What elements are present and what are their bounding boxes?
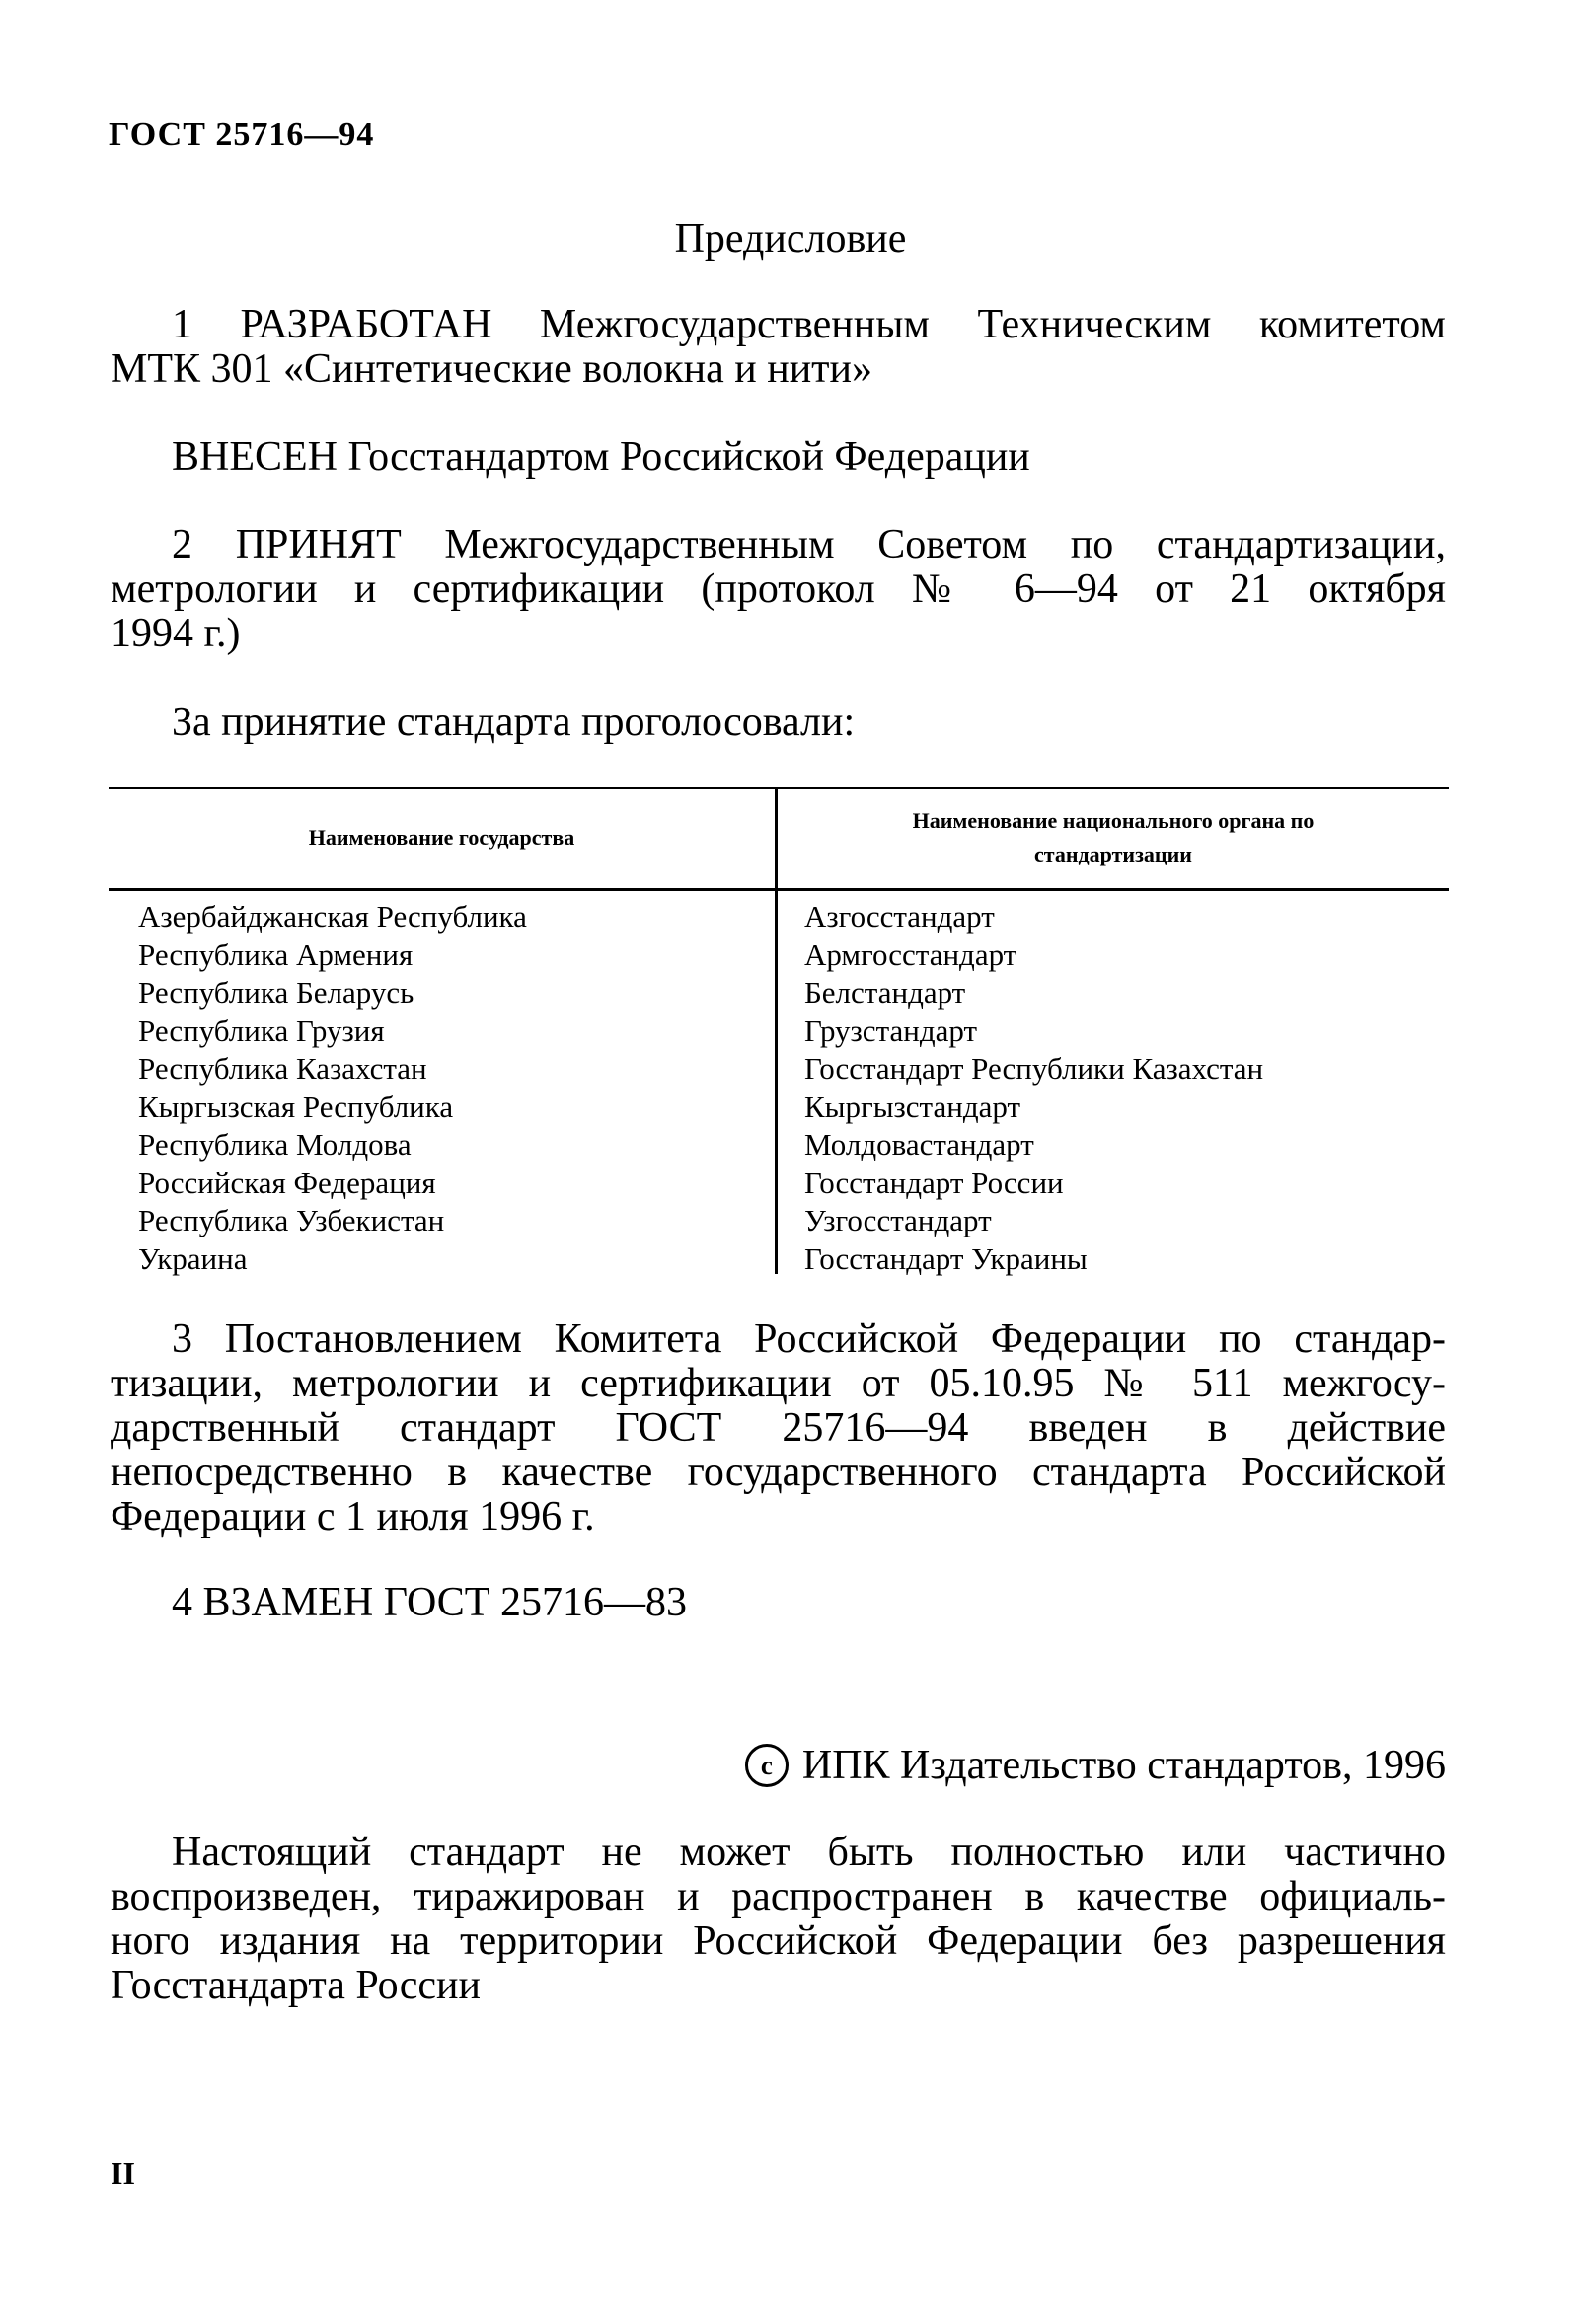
table-top-rule (109, 787, 1449, 789)
standards-body-name: Азгосстандарт (804, 899, 995, 934)
state-name: Российская Федерация (138, 1164, 436, 1200)
section-2-line: 1994 г.) (111, 611, 241, 656)
state-name: Республика Беларусь (138, 975, 414, 1010)
standards-body-name: Кыргызстандарт (804, 1088, 1020, 1124)
state-name: Украина (138, 1240, 248, 1276)
notice-line: воспроизведен, тиражирован и распространен в качестве официаль- (111, 1874, 1446, 1919)
section-3-line: непосредственно в качестве государственного стандарта Российской (111, 1450, 1446, 1495)
reproduction-notice (111, 1831, 1446, 2008)
standards-body-name: Узгосстандарт (804, 1203, 992, 1237)
notice-line: ного издания на территории Российской Федерации без разрешения (111, 1918, 1446, 1964)
state-name: Республика Казахстан (138, 1051, 427, 1086)
section-4-replaces: 4 ВЗАМЕН ГОСТ 25716—83 (172, 1580, 687, 1625)
standards-body-list (804, 898, 1263, 1278)
section-3-line: тизации, метрологии и сертификации от 05.10.95 № 511 межгосу- (111, 1361, 1446, 1406)
standards-body-name: Грузстандарт (804, 1012, 978, 1048)
section-2-adopted (111, 523, 1446, 656)
state-name: Кыргызская Республика (138, 1088, 454, 1124)
state-list (138, 898, 527, 1278)
copyright-icon: c (745, 1744, 789, 1787)
section-3-line: 3 Постановлением Комитета Российской Федерации по стандар- (172, 1316, 1446, 1362)
section-1-line: 1 РАЗРАБОТАН Межгосударственным Техническим комитетом (172, 302, 1446, 347)
standards-body-name: Госстандарт России (804, 1164, 1064, 1200)
page-title: Предисловие (674, 216, 907, 262)
section-3-resolution (111, 1317, 1446, 1539)
standards-body-name: Молдовастандарт (804, 1127, 1034, 1162)
notice-line: Настоящий стандарт не может быть полностью или частично (172, 1830, 1446, 1875)
standards-body-name: Госстандарт Украины (804, 1240, 1088, 1276)
table-header-standards-body: Наименование национального органа по стандартизации (912, 808, 1315, 866)
submitted-by: ВНЕСЕН Госстандартом Российской Федерации (172, 434, 1030, 480)
notice-line: Госстандарта России (111, 1963, 481, 2008)
standard-code-header: ГОСТ 25716—94 (109, 116, 375, 153)
voted-intro: За принятие стандарта проголосовали: (172, 700, 856, 745)
section-1-line: МТК 301 «Синтетические волокна и нити» (111, 346, 873, 392)
standards-body-name: Армгосстандарт (804, 937, 1017, 972)
copyright-line (745, 1742, 1446, 1789)
section-3-line: дарственный стандарт ГОСТ 25716—94 введен в действие (111, 1405, 1446, 1451)
table-header-state: Наименование государства (308, 825, 575, 850)
state-name: Азербайджанская Республика (138, 899, 527, 934)
section-1-developed (111, 303, 1446, 392)
standards-body-name: Госстандарт Республики Казахстан (804, 1051, 1264, 1086)
standards-body-name: Белстандарт (804, 975, 966, 1010)
state-name: Республика Грузия (138, 1012, 385, 1048)
section-2-line: 2 ПРИНЯТ Межгосударственным Советом по стандартизации, (172, 522, 1446, 567)
table-header-rule (109, 888, 1449, 891)
state-name: Республика Молдова (138, 1127, 412, 1162)
state-name: Республика Армения (138, 937, 414, 972)
page-number: II (111, 2155, 135, 2191)
state-name: Республика Узбекистан (138, 1203, 445, 1237)
copyright-text: ИПК Издательство стандартов, 1996 (801, 1743, 1446, 1788)
section-2-line: метрологии и сертификации (протокол № 6—94 от 21 октября (111, 566, 1446, 612)
section-3-line: Федерации с 1 июля 1996 г. (111, 1494, 595, 1539)
